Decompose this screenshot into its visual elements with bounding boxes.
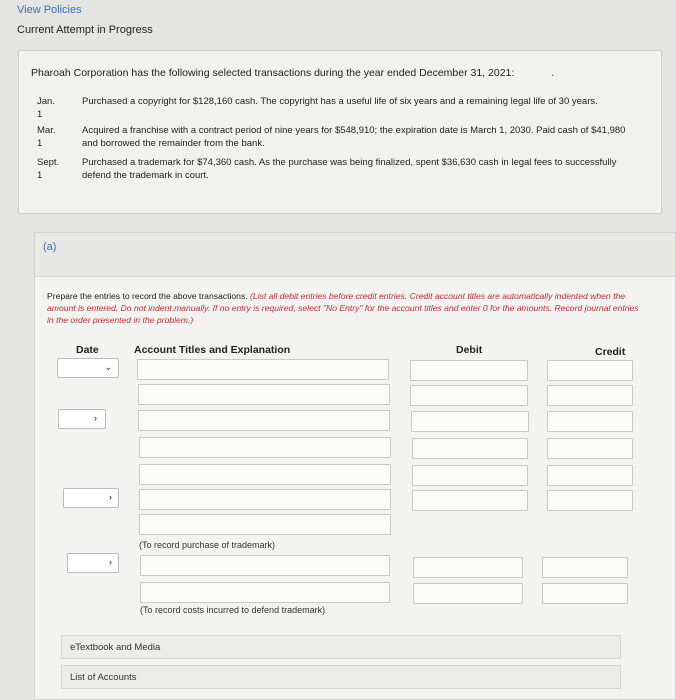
debit-column-header: Debit	[456, 344, 483, 356]
list-of-accounts-link[interactable]: List of Accounts	[61, 665, 621, 689]
journal-memo: (To record purchase of trademark)	[139, 540, 276, 550]
credit-input[interactable]	[547, 465, 633, 486]
transaction-text: Acquired a franchise with a contract period of nine years for $548,910; the expiration date is March 1, 2030. Paid cash of $41,980 and borrowed the remainder from the bank.	[82, 125, 626, 149]
transaction-date: Mar. 1	[37, 125, 56, 149]
debit-input[interactable]	[413, 583, 523, 604]
journal-memo: (To record costs incurred to defend trademark)	[140, 605, 326, 615]
account-title-input[interactable]	[138, 410, 390, 431]
date-column-header: Date	[76, 344, 99, 356]
account-title-input[interactable]	[139, 489, 391, 510]
credit-input[interactable]	[547, 490, 633, 511]
debit-input[interactable]	[410, 385, 528, 406]
date-select[interactable]	[63, 488, 119, 508]
account-title-input[interactable]	[139, 437, 391, 458]
part-a-panel	[34, 232, 676, 700]
account-title-input[interactable]	[140, 582, 390, 603]
transaction-date: Sept. 1	[37, 157, 60, 181]
instructions-note: (List all debit entries before credit entries. Credit account titles are automatically indented when the amount is entered. Do not indent manually. If no entry is required, select "No Entry" for the account titles and enter 0 for the amounts. Record journal entries in the order presented in the problem.)	[47, 291, 639, 325]
etextbook-media-link[interactable]: eTextbook and Media	[61, 635, 621, 659]
credit-input[interactable]	[547, 411, 633, 432]
credit-column-header: Credit	[595, 346, 626, 358]
chevron-down-icon: ⌄	[104, 362, 112, 372]
debit-input[interactable]	[410, 360, 528, 381]
decorative-dot: .	[551, 65, 555, 79]
part-label: (a)	[43, 241, 57, 253]
transaction-text: Purchased a copyright for $128,160 cash. The copyright has a useful life of six years and a remaining legal life of 30 years.	[82, 96, 598, 107]
view-policies-link[interactable]: View Policies	[17, 4, 82, 16]
debit-input[interactable]	[412, 490, 528, 511]
question-panel	[18, 50, 662, 214]
date-select[interactable]	[67, 553, 119, 573]
chevron-right-icon: ›	[94, 413, 97, 423]
debit-input[interactable]	[412, 438, 528, 459]
credit-input[interactable]	[547, 385, 633, 406]
date-select[interactable]	[57, 358, 119, 378]
chevron-right-icon: ›	[109, 557, 112, 567]
account-title-input[interactable]	[139, 464, 391, 485]
account-title-input[interactable]	[138, 384, 390, 405]
account-title-input[interactable]	[137, 359, 389, 380]
part-header	[35, 233, 675, 277]
account-column-header: Account Titles and Explanation	[134, 344, 291, 356]
instructions	[47, 290, 647, 326]
transaction-text: Purchased a trademark for $74,360 cash. As the purchase was being finalized, spent $36,630 cash in legal fees to successfully defend the trademark in court.	[82, 157, 617, 181]
transaction-date: Jan. 1	[37, 96, 55, 120]
debit-input[interactable]	[413, 557, 523, 578]
account-title-input[interactable]	[139, 514, 391, 535]
credit-input[interactable]	[542, 583, 628, 604]
debit-input[interactable]	[411, 411, 529, 432]
question-intro: Pharoah Corporation has the following selected transactions during the year ended December 31, 2021:	[31, 67, 515, 79]
instructions-text: Prepare the entries to record the above transactions.	[47, 291, 248, 301]
credit-input[interactable]	[547, 360, 633, 381]
credit-input[interactable]	[542, 557, 628, 578]
chevron-right-icon: ›	[109, 492, 112, 502]
attempt-status: Current Attempt in Progress	[17, 24, 153, 36]
debit-input[interactable]	[412, 465, 528, 486]
date-select[interactable]	[58, 409, 106, 429]
credit-input[interactable]	[547, 438, 633, 459]
account-title-input[interactable]	[140, 555, 390, 576]
